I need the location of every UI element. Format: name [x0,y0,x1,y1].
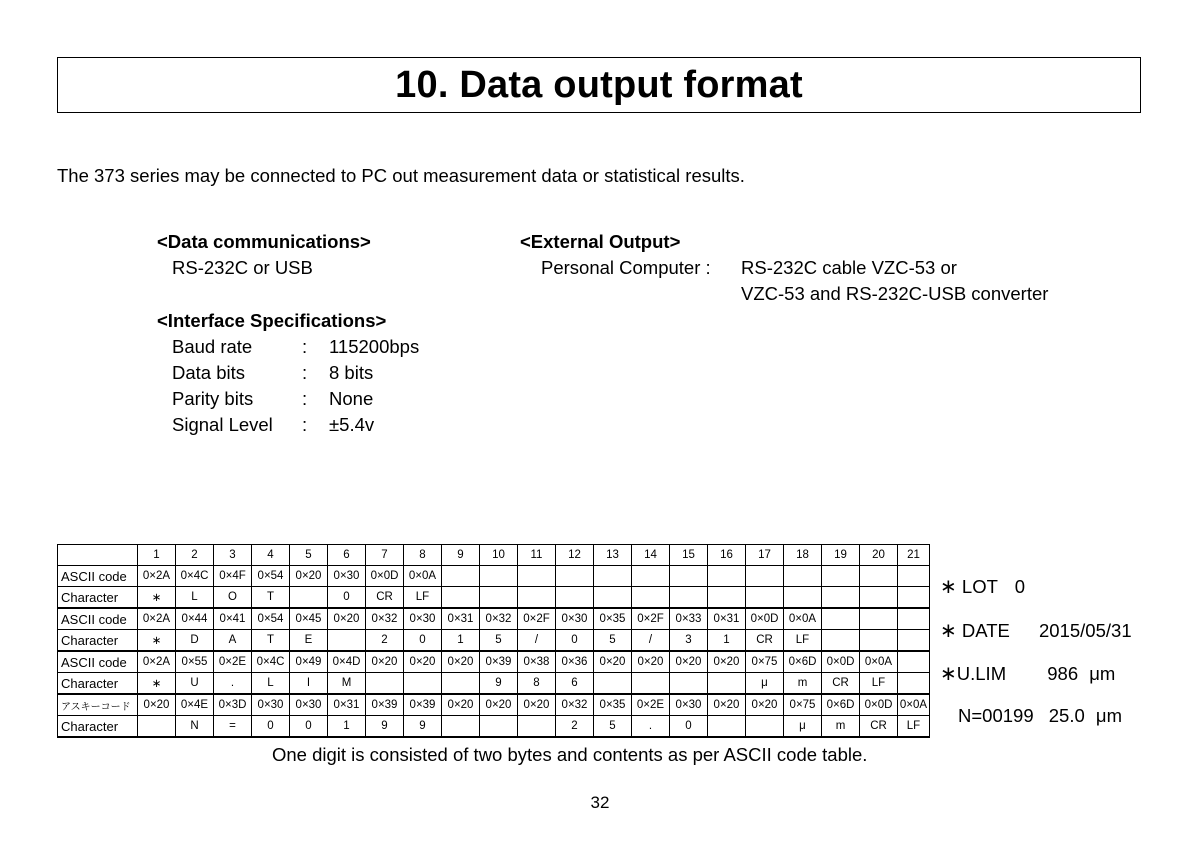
page-title: 10. Data output format [395,63,803,106]
table-cell: L [176,587,214,609]
column-index-cell: 1 [138,545,176,566]
column-index-cell: 7 [366,545,404,566]
output-label: N=00199 [958,705,1034,726]
table-cell: 0×3D [214,694,252,716]
table-cell [442,716,480,738]
table-cell [898,673,930,695]
intro-text: The 373 series may be connected to PC out measurement data or statistical results. [57,165,745,186]
asterisk-icon: ∗ [940,620,957,642]
table-cell: 1 [442,630,480,652]
table-cell: 0×20 [442,651,480,673]
table-cell: 0×35 [594,694,632,716]
table-cell: = [214,716,252,738]
table-cell: 0×36 [556,651,594,673]
table-cell: 1 [328,716,366,738]
table-cell: / [518,630,556,652]
table-cell: T [252,630,290,652]
external-output-line1: RS-232C cable VZC-53 or [741,257,957,278]
row-header-cell: ASCII code [58,651,138,673]
table-cell [480,566,518,587]
table-cell: 0×31 [328,694,366,716]
table-row [58,587,930,609]
table-cell: A [214,630,252,652]
table-cell [898,566,930,587]
table-cell: 0×2F [632,608,670,630]
table-cell [632,673,670,695]
table-cell [632,587,670,609]
table-cell: I [290,673,328,695]
table-cell [290,587,328,609]
table-cell: 0×20 [746,694,784,716]
table-cell [670,566,708,587]
table-cell: μ [784,716,822,738]
table-cell: 0×6D [784,651,822,673]
table-cell: . [214,673,252,695]
table-cell: 0×30 [670,694,708,716]
table-cell: 9 [480,673,518,695]
spec-value: 8 bits [329,362,374,383]
table-cell: 0×4E [176,694,214,716]
table-cell [442,566,480,587]
row-header-cell: Character [58,716,138,738]
table-cell: 0×32 [480,608,518,630]
table-cell: 0×30 [290,694,328,716]
output-unit: μm [1095,705,1122,726]
table-cell [518,587,556,609]
table-cell: 0×32 [556,694,594,716]
title-box [57,57,1141,113]
table-cell: 0×38 [518,651,556,673]
spec-value: None [329,388,374,409]
spec-value: 115200bps [329,336,420,357]
table-cell: 5 [594,630,632,652]
table-cell: 0×20 [670,651,708,673]
table-cell: 2 [556,716,594,738]
spec-colon: : [302,388,308,409]
table-cell: 0×54 [252,608,290,630]
spec-colon: : [302,362,308,383]
table-cell: 9 [366,716,404,738]
table-cell: 0×4C [176,566,214,587]
table-cell: E [290,630,328,652]
table-caption: One digit is consisted of two bytes and contents as per ASCII code table. [272,744,868,765]
data-comm-value: RS-232C or USB [172,257,313,278]
spec-value: ±5.4v [329,414,375,435]
table-cell [518,716,556,738]
table-cell: ∗ [138,630,176,652]
column-index-cell: 17 [746,545,784,566]
table-cell: 0×0D [822,651,860,673]
column-index-cell: 11 [518,545,556,566]
table-cell: 0×20 [442,694,480,716]
table-cell: ∗ [138,673,176,695]
asterisk-icon: ∗ [940,663,957,685]
output-label: U.LIM [956,663,1007,684]
table-cell: 0 [670,716,708,738]
table-cell: 0×0A [784,608,822,630]
table-cell: CR [366,587,404,609]
table-cell: 0×54 [252,566,290,587]
table-cell [898,608,930,630]
table-cell: 8 [518,673,556,695]
table-cell: 0×44 [176,608,214,630]
table-cell: ∗ [138,587,176,609]
table-cell [898,630,930,652]
table-cell [556,566,594,587]
table-cell [746,566,784,587]
table-cell [822,587,860,609]
table-cell: 0 [404,630,442,652]
table-cell: m [822,716,860,738]
column-index-cell: 9 [442,545,480,566]
output-label: LOT [961,576,998,597]
table-cell: μ [746,673,784,695]
column-index-cell: 5 [290,545,328,566]
output-label: DATE [961,620,1010,641]
data-comm-heading: <Data communications> [157,231,371,252]
table-cell [138,716,176,738]
row-header-cell: Character [58,587,138,609]
output-value: 0 [1014,576,1025,597]
table-row [58,673,930,695]
table-cell: 0×20 [594,651,632,673]
table-cell: 0×20 [138,694,176,716]
table-cell [518,566,556,587]
external-output-label: Personal Computer : [541,257,711,278]
table-cell: 5 [480,630,518,652]
column-index-cell: 6 [328,545,366,566]
table-cell: L [252,673,290,695]
table-cell [366,673,404,695]
table-cell: 0×30 [252,694,290,716]
table-cell [708,716,746,738]
table-cell: 0×4D [328,651,366,673]
table-cell [746,716,784,738]
spec-key: Signal Level [172,414,273,435]
table-cell: 0×20 [290,566,328,587]
table-cell: 0×0D [746,608,784,630]
row-header-cell: アスキーコード [58,694,138,716]
spec-key: Data bits [172,362,246,383]
table-cell [822,566,860,587]
table-row [58,694,930,716]
column-index-cell: 13 [594,545,632,566]
table-cell: LF [860,673,898,695]
table-cell: 0×2F [518,608,556,630]
table-cell [594,587,632,609]
table-cell [784,566,822,587]
table-cell [822,630,860,652]
table-cell: 0×39 [366,694,404,716]
table-cell: 2 [366,630,404,652]
table-cell: CR [822,673,860,695]
table-cell: 0 [290,716,328,738]
table-cell: 0 [556,630,594,652]
output-line-lot [940,574,1025,599]
table-cell: U [176,673,214,695]
table-cell: 0×2E [214,651,252,673]
output-value: 986 [1047,663,1079,684]
table-cell: 0 [328,587,366,609]
table-cell [784,587,822,609]
table-row [58,651,930,673]
column-index-cell: 18 [784,545,822,566]
column-index-cell: 20 [860,545,898,566]
table-cell: 0×75 [746,651,784,673]
table-cell: 0×2A [138,566,176,587]
table-cell: 0×0A [860,651,898,673]
spec-colon: : [302,414,308,435]
table-cell: LF [784,630,822,652]
table-cell: 0×2A [138,651,176,673]
table-cell [708,566,746,587]
table-cell: 0×20 [518,694,556,716]
table-cell: 0×32 [366,608,404,630]
spec-colon: : [302,336,308,357]
column-index-cell: 16 [708,545,746,566]
table-cell: T [252,587,290,609]
table-cell: 0×30 [556,608,594,630]
table-cell [442,673,480,695]
table-cell: LF [404,587,442,609]
spec-key: Parity bits [172,388,254,409]
external-output-line2: VZC-53 and RS-232C-USB converter [741,283,1049,304]
column-index-cell: 4 [252,545,290,566]
table-cell [594,673,632,695]
table-cell [860,608,898,630]
table-cell: D [176,630,214,652]
table-cell: CR [746,630,784,652]
table-cell: 6 [556,673,594,695]
table-cell: 0×20 [708,651,746,673]
table-cell: 0×75 [784,694,822,716]
column-index-cell: 14 [632,545,670,566]
table-cell: 5 [594,716,632,738]
table-cell: 1 [708,630,746,652]
table-cell: 0×2A [138,608,176,630]
table-cell: 9 [404,716,442,738]
table-cell [670,587,708,609]
table-cell: 0×31 [708,608,746,630]
table-cell: 0×30 [328,566,366,587]
column-index-cell: 12 [556,545,594,566]
table-cell [480,716,518,738]
table-cell [480,587,518,609]
table-cell: LF [898,716,930,738]
table-cell [860,630,898,652]
page-number: 32 [590,793,610,812]
row-header-cell: ASCII code [58,566,138,587]
table-cell: CR [860,716,898,738]
table-cell: 0×45 [290,608,328,630]
table-cell [708,673,746,695]
spec-key: Baud rate [172,336,253,357]
column-index-cell: 21 [898,545,930,566]
table-cell [556,587,594,609]
column-index-cell: 15 [670,545,708,566]
table-cell [632,566,670,587]
table-cell: 0×49 [290,651,328,673]
table-cell: 0×39 [404,694,442,716]
table-cell: 0×30 [404,608,442,630]
row-header-cell: Character [58,630,138,652]
output-value: 2015/05/31 [1039,620,1132,641]
table-cell: M [328,673,366,695]
table-cell [898,651,930,673]
table-cell [442,587,480,609]
output-unit: μm [1089,663,1116,684]
table-cell: 0×20 [328,608,366,630]
table-cell: 0×2E [632,694,670,716]
table-cell: 0×0D [366,566,404,587]
column-index-cell: 2 [176,545,214,566]
table-row [58,716,930,738]
table-row [58,608,930,630]
table-cell: N [176,716,214,738]
row-header-cell: ASCII code [58,608,138,630]
table-cell: 0×0A [898,694,930,716]
column-index-cell: 19 [822,545,860,566]
output-line-date [940,618,1132,643]
table-cell: 0×35 [594,608,632,630]
table-cell [860,587,898,609]
ascii-code-table [57,544,930,738]
row-header-cell: Character [58,673,138,695]
table-cell: 0×31 [442,608,480,630]
table-cell [594,566,632,587]
table-cell: 0 [252,716,290,738]
table-cell: / [632,630,670,652]
output-line-n [958,705,1122,727]
table-cell [898,587,930,609]
table-cell: 0×39 [480,651,518,673]
table-cell [670,673,708,695]
table-cell: m [784,673,822,695]
table-cell: 0×4F [214,566,252,587]
output-value: 25.0 [1048,705,1085,726]
table-cell: 0×0A [404,566,442,587]
table-cell: 0×4C [252,651,290,673]
table-cell: O [214,587,252,609]
table-cell [404,673,442,695]
column-index-cell: 10 [480,545,518,566]
table-cell [328,630,366,652]
table-cell: 0×33 [670,608,708,630]
table-cell: 3 [670,630,708,652]
table-cell: 0×6D [822,694,860,716]
output-line-ulim [940,661,1115,686]
table-corner-cell [58,545,138,566]
table-cell: 0×20 [366,651,404,673]
table-cell: 0×41 [214,608,252,630]
table-header-row [58,545,930,566]
table-row [58,630,930,652]
table-cell [746,587,784,609]
table-cell: . [632,716,670,738]
table-cell: 0×20 [632,651,670,673]
table-cell: 0×20 [404,651,442,673]
table-row [58,566,930,587]
table-cell: 0×55 [176,651,214,673]
table-cell: 0×0D [860,694,898,716]
table-cell [860,566,898,587]
column-index-cell: 3 [214,545,252,566]
table-cell [708,587,746,609]
table-cell: 0×20 [708,694,746,716]
external-output-heading: <External Output> [520,231,681,252]
asterisk-icon: ∗ [940,576,957,598]
table-cell: 0×20 [480,694,518,716]
table-cell [822,608,860,630]
interface-heading: <Interface Specifications> [157,310,387,331]
column-index-cell: 8 [404,545,442,566]
